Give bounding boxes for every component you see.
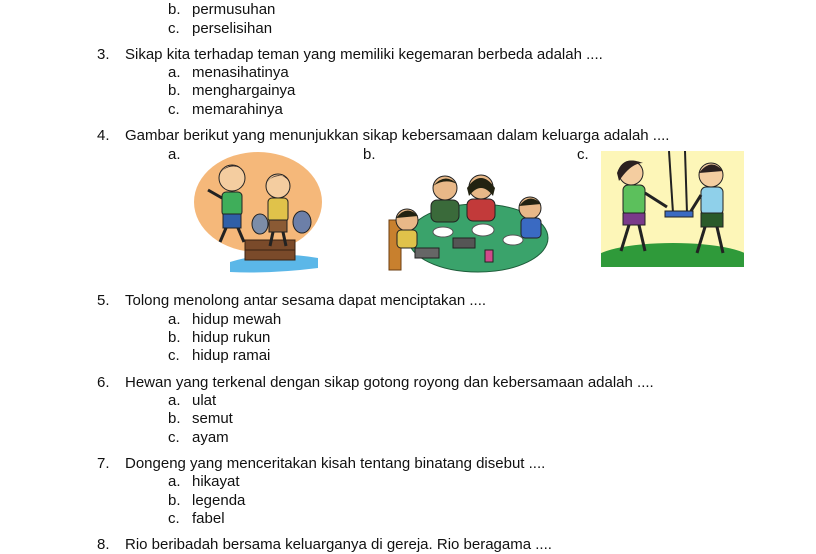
question-text: Sikap kita terhadap teman yang memiliki kegemaran berbeda adalah ....: [125, 46, 603, 63]
option-text: memarahinya: [192, 101, 283, 118]
question-text: Hewan yang terkenal dengan sikap gotong royong dan kebersamaan adalah ....: [125, 374, 654, 391]
option-text: menasihatinya: [192, 64, 289, 81]
question-text: Dongeng yang menceritakan kisah tentang binatang disebut ....: [125, 455, 546, 472]
option-letter: a.: [168, 392, 181, 409]
question-text: Tolong menolong antar sesama dapat menciptakan ....: [125, 292, 487, 309]
question-7: [97, 455, 545, 473]
option-a: [168, 473, 240, 491]
option-letter: a.: [168, 311, 181, 328]
option-letter: c.: [168, 101, 180, 118]
question-number: 6.: [97, 374, 110, 391]
option-letter: a.: [168, 64, 181, 81]
question-text: Rio beribadah bersama keluarganya di gereja. Rio beragama ....: [125, 536, 552, 553]
option-text: permusuhan: [192, 1, 276, 18]
option-letter: c.: [168, 20, 180, 37]
option-text: legenda: [192, 492, 246, 509]
image-label-c: c.: [577, 146, 589, 163]
option-a: [168, 64, 289, 82]
question-number: 5.: [97, 292, 110, 309]
option-text: hidup mewah: [192, 311, 282, 328]
question-number: 7.: [97, 455, 110, 472]
option-a: [168, 311, 281, 329]
option-a: [168, 392, 216, 410]
question-text: Gambar berikut yang menunjukkan sikap kebersamaan dalam keluarga adalah ....: [125, 127, 670, 144]
option-text: fabel: [192, 510, 225, 527]
option-letter: b.: [168, 410, 181, 427]
option-text: menghargainya: [192, 82, 296, 99]
question-6: [97, 374, 654, 392]
option-letter: b.: [168, 82, 181, 99]
illustration-a-boys-carrying-bags: [190, 150, 325, 275]
option-b: [168, 1, 275, 19]
illustration-c-kids-fighting-over-swing: [601, 151, 744, 267]
option-text: ayam: [192, 429, 229, 446]
option-c: [168, 510, 225, 528]
option-letter: b.: [168, 492, 181, 509]
option-c: [168, 20, 272, 38]
image-label-b: b.: [363, 146, 376, 163]
option-b: [168, 410, 233, 428]
question-4: [97, 127, 669, 145]
question-number: 3.: [97, 46, 110, 63]
option-letter: c.: [168, 510, 180, 527]
option-b: [168, 82, 295, 100]
option-letter: a.: [168, 473, 181, 490]
option-c: [168, 347, 270, 365]
option-c: [168, 101, 283, 119]
option-text: semut: [192, 410, 233, 427]
image-label-a: a.: [168, 146, 181, 163]
option-text: perselisihan: [192, 20, 273, 37]
option-letter: b.: [168, 329, 181, 346]
question-number: 8.: [97, 536, 110, 553]
question-8: [97, 536, 552, 554]
option-text: hidup ramai: [192, 347, 271, 364]
illustration-b-family-dinner: [385, 170, 550, 275]
question-number: 4.: [97, 127, 110, 144]
option-text: hidup rukun: [192, 329, 271, 346]
option-c: [168, 429, 229, 447]
option-text: ulat: [192, 392, 217, 409]
option-b: [168, 492, 245, 510]
question-5: [97, 292, 486, 310]
option-b: [168, 329, 270, 347]
option-letter: c.: [168, 347, 180, 364]
option-letter: c.: [168, 429, 180, 446]
option-letter: b.: [168, 1, 181, 18]
question-3: [97, 46, 603, 64]
option-text: hikayat: [192, 473, 240, 490]
